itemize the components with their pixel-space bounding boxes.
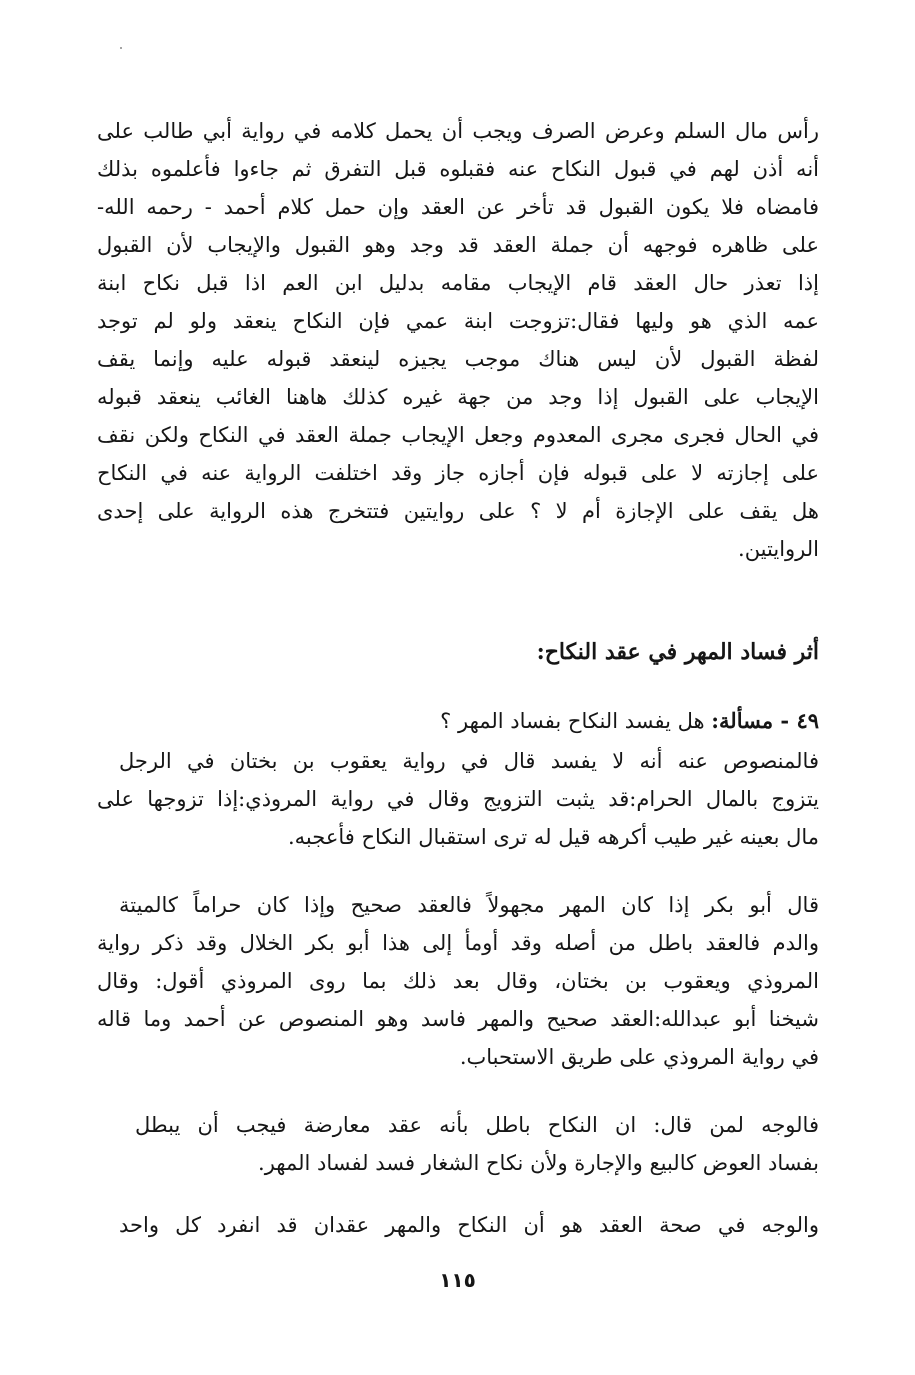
text-line: أنه أذن لهم في قبول النكاح عنه فقبلوه قبل التفرق ثم جاءوا فأعلموه بذلك: [97, 157, 819, 181]
text-line: الروايتين.: [738, 537, 819, 561]
text-line: رأس مال السلم وعرض الصرف ويجب أن يحمل كلامه في رواية أبي طالب على: [97, 119, 819, 143]
text-line: إذا تعذر حال العقد قام الإيجاب مقامه بدليل ابن العم اذا قبل نكاح ابنة: [97, 271, 819, 295]
text-line: على إجازته لا على قبوله فإن أجازه جاز وقد اختلفت الرواية عنه في النكاح: [97, 461, 819, 485]
text-line: فالوجه لمن قال: ان النكاح باطل بأنه عقد معارضة فيجب أن يبطل: [135, 1113, 819, 1137]
text-line: والدم فالعقد باطل من أصله وقد أومأ إلى هذا أبو بكر الخلال وقد ذكر رواية: [97, 931, 819, 955]
text-line: قال أبو بكر إذا كان المهر مجهولاً فالعقد صحيح وإذا كان حراماً كالميتة: [119, 893, 819, 917]
page-number: ١١٥: [439, 1268, 476, 1292]
text-line: على ظاهره فوجهه أن جملة العقد قد وجد وهو القبول والإيجاب لأن القبول: [97, 233, 819, 257]
scan-speck: [120, 47, 122, 49]
text-line: في رواية المروذي على طريق الاستحباب.: [459, 1045, 819, 1069]
question-text: هل يفسد النكاح بفساد المهر ؟: [440, 709, 705, 733]
text-line: مال بعينه غير طيب أكرهه قيل له ترى استقبال النكاح فأعجبه.: [288, 825, 819, 849]
text-line: في الحال فجرى مجرى المعدوم وجعل الإيجاب جملة العقد في النكاح ولكن نقف: [97, 423, 819, 447]
text-line: بفساد العوض كالبيع والإجارة ولأن نكاح الشغار فسد لفساد المهر.: [258, 1151, 819, 1175]
text-line: فالمنصوص عنه أنه لا يفسد قال في رواية يعقوب بن بختان في الرجل: [119, 749, 819, 773]
text-line: لفظة القبول لأن ليس هناك موجب يجيزه لينعقد قبوله عليه وإنما يقف: [97, 347, 819, 371]
text-line: والوجه في صحة العقد هو أن النكاح والمهر عقدان قد انفرد كل واحد: [119, 1213, 819, 1237]
text-line: عمه الذي هو وليها فقال:تزوجت ابنة عمي فإن النكاح ينعقد ولو لم توجد: [97, 309, 819, 333]
question-line: [97, 702, 819, 740]
section-heading: أثر فساد المهر في عقد النكاح:: [536, 639, 819, 665]
text-line: فامضاه فلا يكون القبول قد تأخر عن العقد وإن حمل كلام أحمد - رحمه الله-: [97, 195, 819, 219]
text-line: يتزوج بالمال الحرام:قد يثبت التزويج وقال في رواية المروذي:إذا تزوجها على: [97, 787, 819, 811]
text-line: المروذي ويعقوب بن بختان، وقال بعد ذلك بما روى المروذي أقول: وقال: [97, 969, 819, 993]
question-number: ٤٩ - مسألة:: [711, 708, 819, 733]
text-line: الإيجاب على القبول إذا وجد من جهة غيره كذلك هاهنا الغائب ينعقد قبوله: [97, 385, 819, 409]
text-line: شيخنا أبو عبدالله:العقد صحيح والمهر فاسد وهو المنصوص عن أحمد وما قاله: [97, 1007, 819, 1031]
text-line: هل يقف على الإجازة أم لا ؟ على روايتين فتتخرج هذه الرواية على إحدى: [97, 499, 819, 523]
